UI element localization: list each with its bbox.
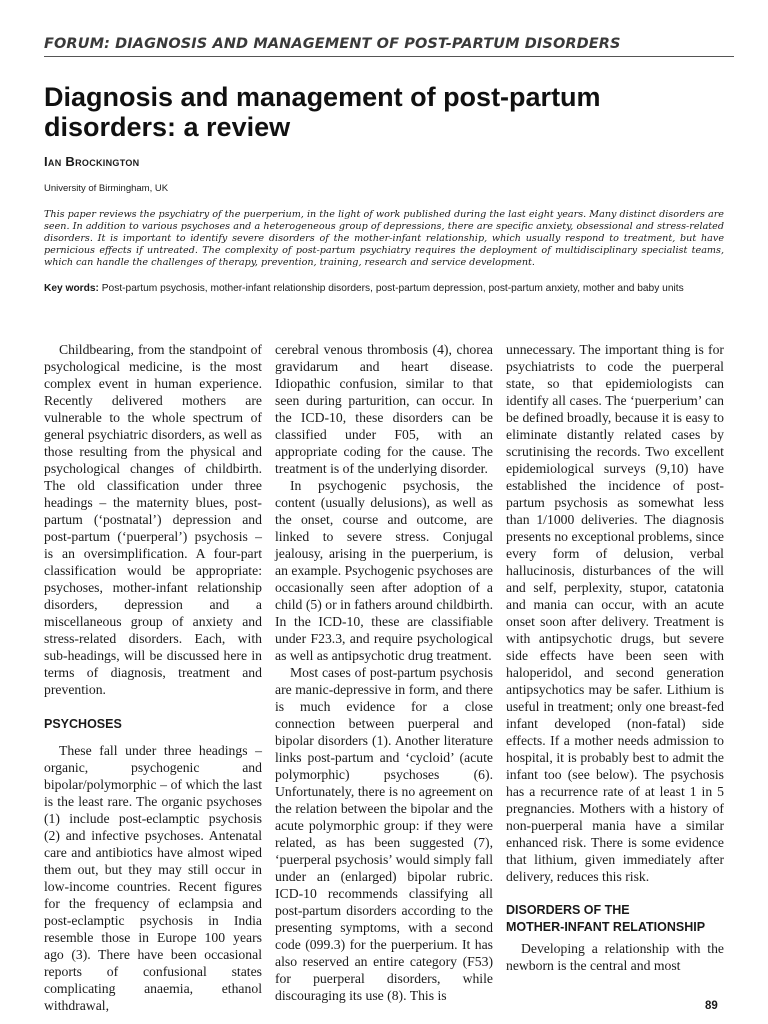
author-name: Ian Brockington bbox=[44, 154, 140, 169]
paragraph-bipolar-cont: unnecessary. The important thing is for psychiatrists to code the puerperal state, so that epidemiologists can identify all cases. The ‘puerperium’ can be defined broadly, because it is easy to eliminate distantly related cases by scrutinising the records. Two excellent epidemiological surveys (9,10) have established the incidence of post-partum psychosis as somewhat less than 1/1000 deliveries. The diagnosis presents no exceptional problems, since every form of delusion, verbal hallucinosis, disturbances of the will and self, perplexity, stupor, catatonia and mania can occur, with an acute onset soon after delivery. Treatment is with antipsychotic drugs, but severe side effects have been seen with haloperidol, and second generation antipsychotics may be safer. Lithium is useful in treatment; only one breast-fed infant developed (non-fatal) side effects. If a mother needs admission to hospital, it is probably best to admit the infant too (see below). The psychosis has a recurrence rate of at least 1 in 5 pregnancies. Mothers with a history of non-puerperal mania have a similar enhanced risk. There is some evidence that lithium, given immediately after delivery, reduces this risk. bbox=[506, 342, 724, 884]
paragraph-psychoses: These fall under three headings – organic, psychogenic and bipolar/polymorphic – of which the last is the least rare. The organic psychoses (1) include post-eclamptic psychosis (2) and infective psychoses. Antenatal care and antibiotics have almost wiped them out, but they may still occur in low-income countries. Recent figures for the frequency of eclampsia and post-eclamptic psychosis in India resemble those in Europe 100 years ago (3). There have been occasional reports of confusional states complicating anaemia, ethanol withdrawal, bbox=[44, 743, 262, 1013]
body-column-2 bbox=[275, 341, 493, 1004]
forum-header: FORUM: DIAGNOSIS AND MANAGEMENT OF POST-PARTUM DISORDERS bbox=[44, 36, 734, 57]
heading-line-2: MOTHER-INFANT RELATIONSHIP bbox=[506, 920, 706, 934]
paragraph-bipolar: Most cases of post-partum psychosis are manic-depressive in form, and there is much evidence for a close connection between puerperal and bipolar disorders (1). Another literature links post-partum and ‘cycloid’ (acute polymorphic) psychoses (6). Unfortunately, there is no agreement on the relation between the bipolar and the acute polymorphic group: if they were related, as has been suggested (7), ‘puerperal psychosis’ would simply fall under an (enlarged) bipolar rubric. ICD-10 recommends classifying all post-partum disorders according to the presenting symptoms, with a second code (099.3) for the puerperium. It has also reserved an entire category (F53) for puerperal disorders, while discouraging its use (8). This is bbox=[275, 665, 493, 1003]
keywords-text: Post-partum psychosis, mother-infant relationship disorders, post-partum depression, post-partum anxiety, mother and baby units bbox=[101, 283, 684, 294]
abstract: This paper reviews the psychiatry of the puerperium, in the light of work published during the last eight years. Many distinct disorders are seen. In addition to various psychoses and a heterogeneous group of depressions, there are specific anxiety, obsessional and stress-related disorders. It is important to identify severe disorders of the mother-infant relationship, which usually respond to treatment, but have pernicious effects if untreated. The complexity of post-partum psychiatry requires the deployment of multidisciplinary specialist teams, which can handle the challenges of therapy, prevention, training, research and service development. bbox=[44, 209, 724, 268]
heading-line-1: DISORDERS OF THE bbox=[506, 903, 630, 917]
article-title: Diagnosis and management of post-partum disorders: a review bbox=[44, 82, 601, 142]
body-column-3 bbox=[506, 341, 724, 974]
affiliation: University of Birmingham, UK bbox=[44, 183, 169, 194]
body-column-1 bbox=[44, 341, 262, 1014]
section-heading-psychoses: PSYCHOSES bbox=[44, 717, 122, 731]
page-number: 89 bbox=[705, 1000, 718, 1012]
keywords bbox=[44, 283, 734, 294]
keywords-label: Key words: bbox=[44, 283, 99, 294]
paragraph-mother-infant: Developing a relationship with the newborn is the central and most bbox=[506, 941, 724, 973]
section-heading-mother-infant bbox=[506, 902, 724, 936]
paragraph-psychogenic: In psychogenic psychosis, the content (usually delusions), as well as the onset, course and outcome, are linked to severe stress. Conjugal jealousy, arising in the puerperium, is an example. Psychogenic psychoses are occasionally seen after adoption of a child (5) or in fathers around childbirth. In the ICD-10, these are classifiable under F23.3, and require psychological as well as antipsychotic drug treatment. bbox=[275, 478, 493, 663]
paragraph-organic-cont: cerebral venous thrombosis (4), chorea gravidarum and heart disease. Idiopathic confusion, similar to that seen during parturition, can occur. In the ICD-10, these disorders can be classified under F05, with an appropriate coding for the cause. The treatment is of the underlying disorder. bbox=[275, 342, 493, 476]
paragraph-intro: Childbearing, from the standpoint of psychological medicine, is the most complex event in human experience. Recently delivered mothers are vulnerable to the whole spectrum of general psychiatric disorders, as well as those resulting from the physical and psychological changes of childbirth. The old classification under three headings – the maternity blues, post-partum (‘postnatal’) depression and post-partum (‘puerperal’) psychosis – is an oversimplification. A four-part classification would be appropriate: psychoses, mother-infant relationship disorders, depression and a miscellaneous group of anxiety and stress-related disorders. Each, with sub-headings, will be discussed here in terms of diagnosis, treatment and prevention. bbox=[44, 342, 262, 697]
